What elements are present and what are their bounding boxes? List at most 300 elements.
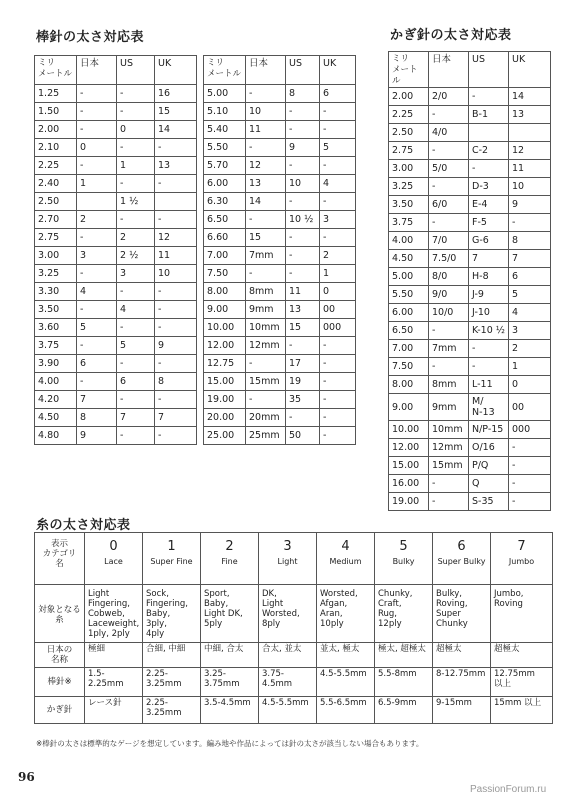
table-row: [35, 265, 197, 283]
crochet-cell: 3.5-4.5mm: [201, 697, 259, 724]
category-cell: [375, 533, 433, 585]
japan-cell: 2/0: [429, 88, 469, 106]
us-cell: 8: [286, 85, 320, 103]
uk-cell: -: [155, 211, 197, 229]
japan-cell: -: [77, 373, 117, 391]
uk-cell: -: [509, 457, 551, 475]
page-number: 96: [18, 770, 35, 784]
us-cell: -: [117, 139, 155, 157]
us-cell: 0: [117, 121, 155, 139]
japan-cell: -: [246, 85, 286, 103]
japan-cell: 7mm: [246, 247, 286, 265]
us-cell: -: [286, 337, 320, 355]
row-header: 対象となる糸: [35, 585, 85, 643]
japan-cell: 7: [77, 391, 117, 409]
mm-cell: 2.75: [35, 229, 77, 247]
japan-cell: 12mm: [246, 337, 286, 355]
category-number: 7: [517, 539, 526, 554]
uk-cell: 12: [509, 142, 551, 160]
uk-cell: 15: [155, 103, 197, 121]
category-number: 0: [109, 539, 118, 554]
category-number: 5: [399, 539, 408, 554]
table-row: [204, 319, 356, 337]
table-row: [204, 211, 356, 229]
table-row: [204, 139, 356, 157]
table-row: [204, 409, 356, 427]
mm-cell: 9.00: [204, 301, 246, 319]
uk-cell: -: [320, 409, 356, 427]
table-row: [35, 121, 197, 139]
us-cell: 50: [286, 427, 320, 445]
category-cell: [201, 533, 259, 585]
uk-cell: 4: [320, 175, 356, 193]
table-row: [204, 175, 356, 193]
us-cell: -: [117, 211, 155, 229]
us-cell: L-11: [469, 376, 509, 394]
category-name: Light: [277, 557, 298, 566]
uk-cell: -: [320, 337, 356, 355]
row-header: 日本の 名称: [35, 643, 85, 668]
footnote: ※棒針の太さは標準的なゲージを想定しています。編み地や作品によっては針の太さが該当しない場合もあります。: [36, 739, 424, 748]
japan-cell: 5/0: [429, 160, 469, 178]
uk-cell: -: [155, 319, 197, 337]
table-row: [35, 103, 197, 121]
uk-cell: -: [155, 139, 197, 157]
japan-cell: -: [429, 178, 469, 196]
uk-cell: 14: [509, 88, 551, 106]
japan-cell: 8mm: [429, 376, 469, 394]
us-cell: [469, 124, 509, 142]
japan-cell: -: [77, 103, 117, 121]
table-row: [204, 85, 356, 103]
uk-cell: 00: [509, 394, 551, 421]
table-row: [204, 193, 356, 211]
mm-cell: 3.75: [389, 214, 429, 232]
uk-cell: -: [155, 391, 197, 409]
table-row: [35, 337, 197, 355]
jp-cell: 極細: [85, 643, 143, 668]
us-cell: 10 ½: [286, 211, 320, 229]
us-cell: 13: [286, 301, 320, 319]
japan-cell: 10/0: [429, 304, 469, 322]
us-cell: -: [286, 265, 320, 283]
table-row: [389, 88, 551, 106]
mm-cell: 12.75: [204, 355, 246, 373]
mm-cell: 3.25: [389, 178, 429, 196]
table-row: [389, 286, 551, 304]
category-name: Fine: [221, 557, 238, 566]
us-cell: -: [117, 283, 155, 301]
mm-cell: 16.00: [389, 475, 429, 493]
mm-cell: 6.50: [204, 211, 246, 229]
uk-cell: 5: [320, 139, 356, 157]
crochet-size-table: [388, 51, 551, 511]
japan-cell: -: [77, 301, 117, 319]
us-cell: -: [469, 358, 509, 376]
japan-cell: 15: [246, 229, 286, 247]
table-row: [204, 121, 356, 139]
mm-cell: 12.00: [389, 439, 429, 457]
japan-cell: 3: [77, 247, 117, 265]
japan-cell: -: [429, 493, 469, 511]
japan-cell: -: [77, 265, 117, 283]
table-row: [35, 373, 197, 391]
us-cell: 5: [117, 337, 155, 355]
us-cell: F-5: [469, 214, 509, 232]
japan-cell: 20mm: [246, 409, 286, 427]
table-row: [35, 193, 197, 211]
knit-cell: 4.5-5.5mm: [317, 668, 375, 697]
us-cell: 2 ½: [117, 247, 155, 265]
japan-cell: [77, 193, 117, 211]
category-name: Jumbo: [508, 557, 535, 566]
table-row: [389, 196, 551, 214]
knit-cell: 3.75- 4.5mm: [259, 668, 317, 697]
uk-cell: 16: [155, 85, 197, 103]
table-row: [389, 160, 551, 178]
mm-cell: 2.50: [389, 124, 429, 142]
mm-cell: 3.00: [389, 160, 429, 178]
japan-cell: 8mm: [246, 283, 286, 301]
table-row: [389, 250, 551, 268]
japan-cell: 8: [77, 409, 117, 427]
mm-cell: 2.50: [35, 193, 77, 211]
table-row: [389, 421, 551, 439]
japan-cell: -: [429, 106, 469, 124]
mm-cell: 3.00: [35, 247, 77, 265]
jp-cell: 合太, 並太: [259, 643, 317, 668]
mm-cell: 3.50: [389, 196, 429, 214]
japan-cell: 10: [246, 103, 286, 121]
knit-cell: 12.75mm 以上: [491, 668, 553, 697]
yarns-cell: Jumbo, Roving: [491, 585, 553, 643]
mm-cell: 6.00: [389, 304, 429, 322]
japan-cell: -: [77, 85, 117, 103]
us-cell: -: [117, 427, 155, 445]
mm-cell: 7.50: [204, 265, 246, 283]
uk-cell: -: [509, 493, 551, 511]
header-row: [35, 56, 197, 85]
uk-cell: -: [320, 121, 356, 139]
mm-cell: 20.00: [204, 409, 246, 427]
japan-cell: 12mm: [429, 439, 469, 457]
header-mm: ミリ メートル: [389, 52, 429, 88]
uk-cell: 7: [509, 250, 551, 268]
table-row: [35, 85, 197, 103]
mm-cell: 19.00: [204, 391, 246, 409]
japan-cell: 14: [246, 193, 286, 211]
us-cell: H-8: [469, 268, 509, 286]
japan-cell: 10mm: [429, 421, 469, 439]
category-name: Super Bulky: [437, 557, 486, 566]
crochet-cell: 4.5-5.5mm: [259, 697, 317, 724]
us-cell: E-4: [469, 196, 509, 214]
uk-cell: 13: [509, 106, 551, 124]
category-row: [35, 533, 553, 585]
yarns-cell: Chunky, Craft, Rug, 12ply: [375, 585, 433, 643]
table-row: [389, 475, 551, 493]
japan-cell: -: [246, 211, 286, 229]
row-header: 表示 カテゴリ 名: [35, 533, 85, 585]
row-header: かぎ針: [35, 697, 85, 724]
japan-cell: 4: [77, 283, 117, 301]
us-cell: O/16: [469, 439, 509, 457]
mm-cell: 15.00: [204, 373, 246, 391]
table-row: [35, 355, 197, 373]
header-uk: UK: [509, 52, 551, 88]
mm-cell: 6.30: [204, 193, 246, 211]
us-cell: B-1: [469, 106, 509, 124]
jp-cell: 極太, 超極太: [375, 643, 433, 668]
category-name: Bulky: [392, 557, 415, 566]
yarn-weight-table: [34, 532, 553, 724]
crochet-cell: 15mm 以上: [491, 697, 553, 724]
crochet-cell: レース針: [85, 697, 143, 724]
japan-cell: 0: [77, 139, 117, 157]
mm-cell: 12.00: [204, 337, 246, 355]
japan-cell: 7mm: [429, 340, 469, 358]
us-cell: J-10: [469, 304, 509, 322]
mm-cell: 3.30: [35, 283, 77, 301]
us-cell: D-3: [469, 178, 509, 196]
uk-cell: 7: [155, 409, 197, 427]
us-cell: -: [469, 160, 509, 178]
category-number: 3: [283, 539, 292, 554]
mm-cell: 2.25: [389, 106, 429, 124]
row-header: 棒針※: [35, 668, 85, 697]
mm-cell: 2.40: [35, 175, 77, 193]
us-cell: 2: [117, 229, 155, 247]
yarns-cell: Light Fingering, Cobweb, Laceweight, 1ply, 2ply: [85, 585, 143, 643]
header-row: [389, 52, 551, 88]
table-row: [204, 265, 356, 283]
us-cell: C-2: [469, 142, 509, 160]
us-cell: -: [286, 247, 320, 265]
uk-cell: -: [320, 103, 356, 121]
mm-cell: 3.90: [35, 355, 77, 373]
jp-cell: 超極太: [433, 643, 491, 668]
mm-cell: 2.25: [35, 157, 77, 175]
us-cell: 4: [117, 301, 155, 319]
header-mm: ミリ メートル: [35, 56, 77, 85]
uk-cell: 11: [509, 160, 551, 178]
mm-cell: 5.50: [389, 286, 429, 304]
mm-cell: 5.00: [204, 85, 246, 103]
uk-cell: 000: [320, 319, 356, 337]
uk-cell: 00: [320, 301, 356, 319]
category-name: Lace: [104, 557, 123, 566]
uk-cell: -: [320, 355, 356, 373]
uk-cell: 10: [509, 178, 551, 196]
header-mm: ミリ メートル: [204, 56, 246, 85]
table-row: [35, 175, 197, 193]
japan-cell: 13: [246, 175, 286, 193]
mm-cell: 2.70: [35, 211, 77, 229]
mm-cell: 4.20: [35, 391, 77, 409]
uk-cell: 9: [509, 196, 551, 214]
japan-cell: -: [246, 265, 286, 283]
japan-cell: 9/0: [429, 286, 469, 304]
yarns-cell: DK, Light Worsted, 8ply: [259, 585, 317, 643]
japan-cell: 6: [77, 355, 117, 373]
us-cell: Q: [469, 475, 509, 493]
mm-cell: 4.50: [35, 409, 77, 427]
mm-cell: 1.25: [35, 85, 77, 103]
jp-cell: 合細, 中細: [143, 643, 201, 668]
us-cell: -: [117, 85, 155, 103]
us-cell: -: [286, 157, 320, 175]
uk-cell: 13: [155, 157, 197, 175]
jp-cell: 中細, 合太: [201, 643, 259, 668]
knit-needle-title: 棒針の太さ対応表: [36, 30, 145, 45]
header-jp: 日本: [246, 56, 286, 85]
mm-cell: 4.00: [389, 232, 429, 250]
mm-cell: 10.00: [389, 421, 429, 439]
mm-cell: 6.60: [204, 229, 246, 247]
table-row: [389, 457, 551, 475]
table-row: [35, 409, 197, 427]
japan-cell: -: [429, 475, 469, 493]
us-cell: 1: [117, 157, 155, 175]
mm-cell: 2.75: [389, 142, 429, 160]
japan-cell: 9mm: [429, 394, 469, 421]
category-cell: [85, 533, 143, 585]
knit-cell: 8-12.75mm: [433, 668, 491, 697]
us-cell: -: [469, 88, 509, 106]
knit-cell: 2.25- 3.25mm: [143, 668, 201, 697]
japan-cell: 15mm: [429, 457, 469, 475]
mm-cell: 7.00: [389, 340, 429, 358]
us-cell: -: [286, 193, 320, 211]
table-row: [35, 229, 197, 247]
jp-cell: 並太, 極太: [317, 643, 375, 668]
uk-cell: -: [509, 439, 551, 457]
table-row: [389, 322, 551, 340]
us-cell: S-35: [469, 493, 509, 511]
uk-cell: -: [509, 214, 551, 232]
us-cell: 17: [286, 355, 320, 373]
mm-cell: 9.00: [389, 394, 429, 421]
uk-cell: -: [320, 157, 356, 175]
uk-cell: 6: [320, 85, 356, 103]
us-cell: -: [286, 229, 320, 247]
us-cell: 35: [286, 391, 320, 409]
japan-cell: 10mm: [246, 319, 286, 337]
crochet-hook-title: かぎ針の太さ対応表: [390, 28, 512, 43]
uk-cell: 10: [155, 265, 197, 283]
us-cell: K-10 ½: [469, 322, 509, 340]
uk-cell: -: [320, 391, 356, 409]
category-cell: [433, 533, 491, 585]
uk-cell: -: [320, 193, 356, 211]
header-uk: UK: [320, 56, 356, 85]
category-number: 2: [225, 539, 234, 554]
us-cell: -: [117, 175, 155, 193]
japan-cell: 11: [246, 121, 286, 139]
japan-cell: -: [429, 142, 469, 160]
us-cell: 7: [117, 409, 155, 427]
uk-cell: -: [155, 283, 197, 301]
japanese-name-row: [35, 643, 553, 668]
uk-cell: 1: [509, 358, 551, 376]
crochet-cell: 5.5-6.5mm: [317, 697, 375, 724]
table-row: [389, 124, 551, 142]
uk-cell: [509, 124, 551, 142]
table-row: [204, 337, 356, 355]
table-row: [204, 247, 356, 265]
table-row: [35, 247, 197, 265]
mm-cell: 5.40: [204, 121, 246, 139]
us-cell: -: [286, 103, 320, 121]
japan-cell: 5: [77, 319, 117, 337]
uk-cell: 0: [320, 283, 356, 301]
japan-cell: -: [77, 157, 117, 175]
category-number: 1: [167, 539, 176, 554]
mm-cell: 25.00: [204, 427, 246, 445]
table-row: [35, 283, 197, 301]
table-row: [204, 157, 356, 175]
mm-cell: 10.00: [204, 319, 246, 337]
uk-cell: -: [155, 301, 197, 319]
uk-cell: 8: [509, 232, 551, 250]
japan-cell: -: [429, 214, 469, 232]
us-cell: M/ N-13: [469, 394, 509, 421]
table-row: [204, 427, 356, 445]
japan-cell: -: [77, 229, 117, 247]
japan-cell: -: [429, 322, 469, 340]
header-jp: 日本: [429, 52, 469, 88]
uk-cell: 2: [320, 247, 356, 265]
japan-cell: 2: [77, 211, 117, 229]
table-row: [204, 373, 356, 391]
uk-cell: 4: [509, 304, 551, 322]
uk-cell: -: [320, 427, 356, 445]
yarn-weight-title: 糸の太さ対応表: [36, 518, 131, 533]
uk-cell: [155, 193, 197, 211]
table-row: [204, 301, 356, 319]
mm-cell: 3.60: [35, 319, 77, 337]
knit-cell: 1.5- 2.25mm: [85, 668, 143, 697]
uk-cell: 9: [155, 337, 197, 355]
us-cell: -: [286, 409, 320, 427]
us-cell: P/Q: [469, 457, 509, 475]
japan-cell: -: [77, 121, 117, 139]
mm-cell: 6.00: [204, 175, 246, 193]
mm-cell: 5.70: [204, 157, 246, 175]
table-row: [35, 427, 197, 445]
category-cell: [317, 533, 375, 585]
us-cell: -: [117, 103, 155, 121]
mm-cell: 7.00: [204, 247, 246, 265]
watermark: PassionForum.ru: [470, 784, 547, 795]
knit-size-table-1: [34, 55, 197, 445]
japan-cell: 7/0: [429, 232, 469, 250]
category-cell: [491, 533, 553, 585]
japan-cell: 25mm: [246, 427, 286, 445]
table-row: [35, 211, 197, 229]
uk-cell: 11: [155, 247, 197, 265]
us-cell: 3: [117, 265, 155, 283]
japan-cell: 12: [246, 157, 286, 175]
category-cell: [143, 533, 201, 585]
mm-cell: 7.50: [389, 358, 429, 376]
mm-cell: 5.00: [389, 268, 429, 286]
us-cell: J-9: [469, 286, 509, 304]
table-row: [389, 214, 551, 232]
uk-cell: -: [155, 175, 197, 193]
japan-cell: -: [77, 337, 117, 355]
uk-cell: 1: [320, 265, 356, 283]
